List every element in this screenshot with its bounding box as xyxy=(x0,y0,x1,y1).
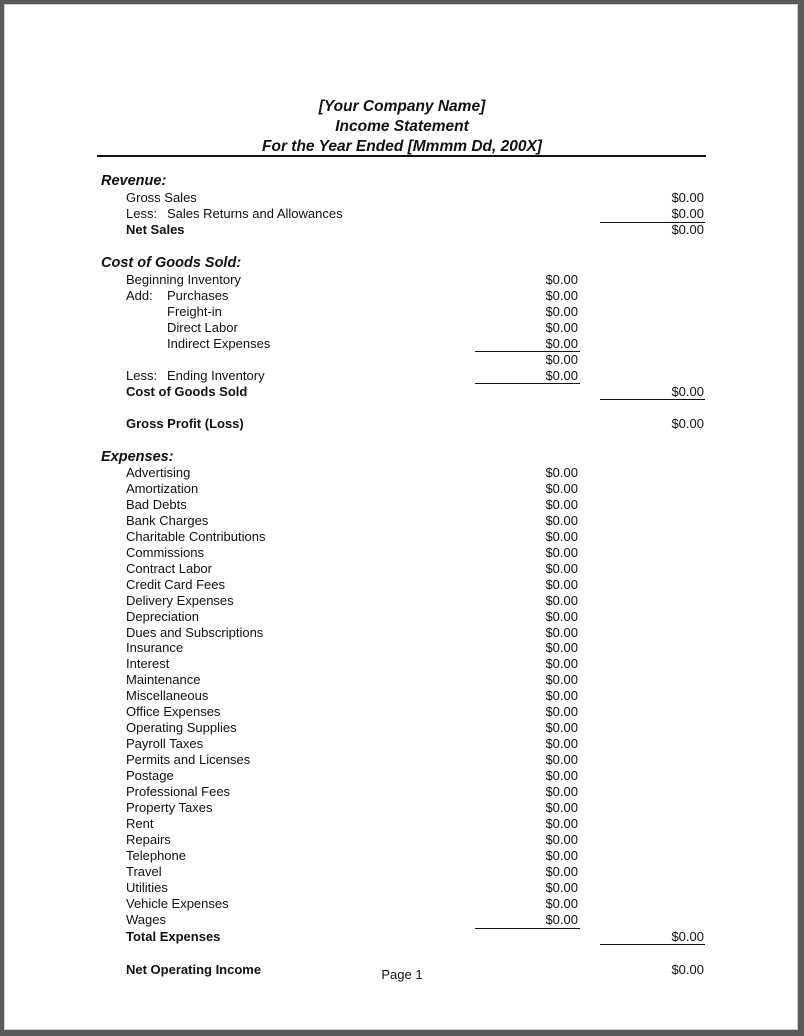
net-operating-income-label: Net Operating Income xyxy=(126,962,262,977)
expense-label: Interest xyxy=(126,656,170,671)
expense-amount: $0.00 xyxy=(545,752,578,767)
expense-label: Credit Card Fees xyxy=(126,577,225,592)
company-name: [Your Company Name] xyxy=(318,98,486,115)
net-operating-income-amount: $0.00 xyxy=(671,962,704,977)
expense-amount: $0.00 xyxy=(545,497,578,512)
expense-amount: $0.00 xyxy=(545,593,578,608)
expense-label: Maintenance xyxy=(126,672,201,687)
expense-amount: $0.00 xyxy=(545,688,578,703)
expense-label: Amortization xyxy=(126,481,199,496)
freight-in-amount: $0.00 xyxy=(545,304,578,319)
expense-label: Bank Charges xyxy=(126,513,209,528)
expense-amount: $0.00 xyxy=(545,912,578,927)
direct-labor-amount: $0.00 xyxy=(545,320,578,335)
expense-amount: $0.00 xyxy=(545,784,578,799)
cogs-total-label: Cost of Goods Sold xyxy=(126,384,248,399)
total-expenses-underline xyxy=(600,944,705,945)
expense-label: Payroll Taxes xyxy=(126,736,204,751)
returns-label: Sales Returns and Allowances xyxy=(167,206,343,221)
expense-amount: $0.00 xyxy=(545,561,578,576)
expense-amount: $0.00 xyxy=(545,768,578,783)
expense-amount: $0.00 xyxy=(545,672,578,687)
page-number: Page 1 xyxy=(381,967,423,982)
cogs-total-underline xyxy=(600,399,705,400)
expense-label: Operating Supplies xyxy=(126,720,237,735)
expense-label: Dues and Subscriptions xyxy=(126,625,264,640)
expense-amount: $0.00 xyxy=(545,896,578,911)
expense-label: Contract Labor xyxy=(126,561,212,576)
expense-label: Permits and Licenses xyxy=(126,752,251,767)
freight-in-label: Freight-in xyxy=(167,304,222,319)
beginning-inventory-amount: $0.00 xyxy=(545,272,578,287)
expense-label: Depreciation xyxy=(126,609,199,624)
expenses-underline xyxy=(475,928,580,929)
cogs-heading: Cost of Goods Sold: xyxy=(101,255,242,271)
expense-amount: $0.00 xyxy=(545,529,578,544)
ending-inventory-underline xyxy=(475,383,580,384)
expense-label: Commissions xyxy=(126,545,205,560)
gross-sales-amount: $0.00 xyxy=(671,190,704,205)
expense-label: Office Expenses xyxy=(126,704,221,719)
expense-amount: $0.00 xyxy=(545,816,578,831)
expense-label: Repairs xyxy=(126,832,171,847)
total-expenses-label: Total Expenses xyxy=(126,929,221,944)
add-prefix: Add: xyxy=(126,288,153,303)
expense-amount: $0.00 xyxy=(545,577,578,592)
net-sales-amount: $0.00 xyxy=(671,222,704,237)
expense-label: Travel xyxy=(126,864,162,879)
expense-label: Rent xyxy=(126,816,154,831)
expense-amount: $0.00 xyxy=(545,625,578,640)
expense-label: Professional Fees xyxy=(126,784,231,799)
expense-amount: $0.00 xyxy=(545,481,578,496)
expense-amount: $0.00 xyxy=(545,640,578,655)
gross-sales-label: Gross Sales xyxy=(126,190,197,205)
header-rule xyxy=(97,155,706,157)
document-page xyxy=(4,4,798,1030)
cogs-subtotal-amount: $0.00 xyxy=(545,352,578,367)
returns-amount: $0.00 xyxy=(671,206,704,221)
gross-profit-amount: $0.00 xyxy=(671,416,704,431)
returns-prefix: Less: xyxy=(126,206,158,221)
beginning-inventory-label: Beginning Inventory xyxy=(126,272,241,287)
expense-label: Postage xyxy=(126,768,174,783)
statement-title: Income Statement xyxy=(335,118,469,135)
expense-amount: $0.00 xyxy=(545,513,578,528)
expense-amount: $0.00 xyxy=(545,465,578,480)
expense-label: Delivery Expenses xyxy=(126,593,234,608)
expense-label: Advertising xyxy=(126,465,191,480)
purchases-amount: $0.00 xyxy=(545,288,578,303)
expense-amount: $0.00 xyxy=(545,656,578,671)
ending-inventory-amount: $0.00 xyxy=(545,368,578,383)
ending-prefix: Less: xyxy=(126,368,158,383)
ending-inventory-label: Ending Inventory xyxy=(167,368,265,383)
expense-amount: $0.00 xyxy=(545,545,578,560)
gross-profit-label: Gross Profit (Loss) xyxy=(126,416,244,431)
expense-label: Property Taxes xyxy=(126,800,213,815)
expenses-heading: Expenses: xyxy=(101,449,174,465)
statement-period: For the Year Ended [Mmmm Dd, 200X] xyxy=(262,138,542,155)
purchases-label: Purchases xyxy=(167,288,229,303)
expense-amount: $0.00 xyxy=(545,848,578,863)
expense-label: Telephone xyxy=(126,848,186,863)
indirect-expenses-label: Indirect Expenses xyxy=(167,336,271,351)
total-expenses-amount: $0.00 xyxy=(671,929,704,944)
direct-labor-label: Direct Labor xyxy=(167,320,238,335)
expense-label: Insurance xyxy=(126,640,184,655)
cogs-total-amount: $0.00 xyxy=(671,384,704,399)
expense-label: Wages xyxy=(126,912,166,927)
expense-amount: $0.00 xyxy=(545,609,578,624)
expense-amount: $0.00 xyxy=(545,704,578,719)
expense-amount: $0.00 xyxy=(545,736,578,751)
indirect-expenses-amount: $0.00 xyxy=(545,336,578,351)
expense-amount: $0.00 xyxy=(545,880,578,895)
expense-amount: $0.00 xyxy=(545,800,578,815)
expense-label: Vehicle Expenses xyxy=(126,896,229,911)
expense-label: Charitable Contributions xyxy=(126,529,266,544)
expense-label: Utilities xyxy=(126,880,168,895)
expense-amount: $0.00 xyxy=(545,720,578,735)
net-sales-label: Net Sales xyxy=(126,222,185,237)
expense-amount: $0.00 xyxy=(545,832,578,847)
expense-amount: $0.00 xyxy=(545,864,578,879)
expense-label: Bad Debts xyxy=(126,497,187,512)
revenue-heading: Revenue: xyxy=(101,173,167,189)
expense-label: Miscellaneous xyxy=(126,688,209,703)
